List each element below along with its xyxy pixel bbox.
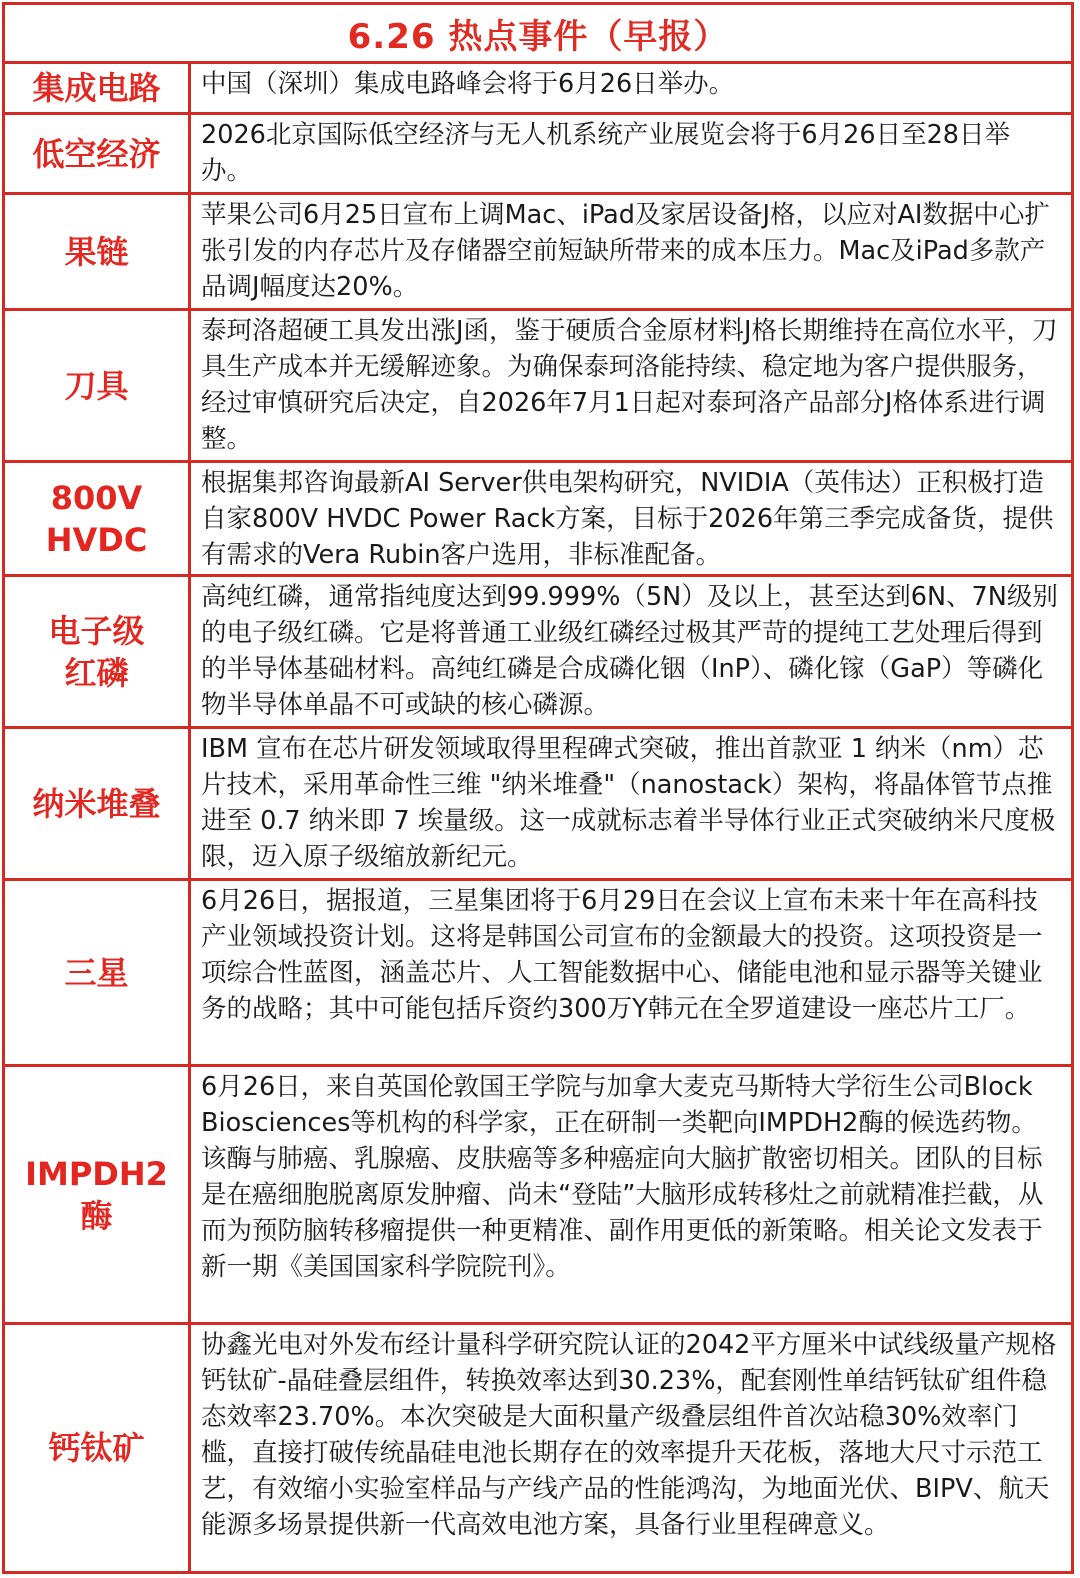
category-label: 钙钛矿 bbox=[5, 1325, 191, 1571]
page-title: 6.26 热点事件（早报） bbox=[5, 5, 1071, 64]
event-text: 泰珂洛超硬工具发出涨J函，鉴于硬质合金原材料J格长期维持在高位水平，刀具生产成本并无缓解迹象。为确保泰珂洛能持续、稳定地为客户提供服务，经过审慎研究后决定，自2026年7月1日起对泰珂洛产品部分J格体系进行调整。 bbox=[201, 316, 1058, 454]
table-row-nanostack bbox=[5, 729, 1071, 881]
event-text: 6月26日，据报道，三星集团将于6月29日在会议上宣布未来十年在高科技产业领域投资计划。这将是韩国公司宣布的金额最大的投资。这项投资是一项综合性蓝图，涵盖芯片、人工智能数据中心、储能电池和显示器等关键业务的战略；其中可能包括斥资约300万Y韩元在全罗道建设一座芯片工厂。 bbox=[201, 886, 1043, 1024]
table-row-cutting-tools bbox=[5, 311, 1071, 463]
event-text: 6月26日，来自英国伦敦国王学院与加拿大麦克马斯特大学衍生公司Block Biosciences等机构的科学家，正在研制一类靶向IMPDH2酶的候选药物。该酶与肺癌、乳腺癌、皮肤癌等多种癌症向大脑扩散密切相关。团队的目标是在癌细胞脱离原发肿瘤、尚未“登陆”大脑形成转移灶之前就精准拦截，从而为预防脑转移瘤提供一种更精准、副作用更低的新策略。相关论文发表于新一期《美国国家科学院院刊》。 bbox=[201, 1072, 1044, 1282]
event-text: 中国（深圳）集成电路峰会将于6月26日举办。 bbox=[201, 69, 735, 99]
table-row-impdh2 bbox=[5, 1067, 1071, 1325]
category-label: 刀具 bbox=[5, 311, 191, 460]
category-label: 电子级 红磷 bbox=[5, 577, 191, 726]
table-row-low-altitude bbox=[5, 115, 1071, 195]
event-text: 2026北京国际低空经济与无人机系统产业展览会将于6月26日至28日举办。 bbox=[201, 120, 1011, 186]
table-row-hvdc bbox=[5, 463, 1071, 577]
table-row-apple-chain bbox=[5, 195, 1071, 311]
category-label: IMPDH2 酶 bbox=[5, 1067, 191, 1322]
news-table bbox=[2, 2, 1074, 1574]
event-text: 高纯红磷，通常指纯度达到99.999%（5N）及以上，甚至达到6N、7N级别的电子级红磷。它是将普通工业级红磷经过极其严苛的提纯工艺处理后得到的半导体基础材料。高纯红磷是合成磷化铟（InP）、磷化镓（GaP）等磷化物半导体单晶不可或缺的核心磷源。 bbox=[201, 582, 1058, 720]
category-label: 果链 bbox=[5, 195, 191, 308]
event-text: 根据集邦咨询最新AI Server供电架构研究，NVIDIA（英伟达）正积极打造自家800V HVDC Power Rack方案，目标于2026年第三季完成备货，提供有需求的Vera Rubin客户选用，非标准配备。 bbox=[201, 468, 1054, 570]
event-text: 协鑫光电对外发布经计量科学研究院认证的2042平方厘米中试线级量产规格钙钛矿-晶硅叠层组件，转换效率达到30.23%，配套刚性单结钙钛矿组件稳态效率23.70%。本次突破是大面积量产级叠层组件首次站稳30%效率门槛，直接打破传统晶硅电池长期存在的效率提升天花板，落地大尺寸示范工艺，有效缩小实验室样品与产线产品的性能鸿沟，为地面光伏、BIPV、航天能源多场景提供新一代高效电池方案，具备行业里程碑意义。 bbox=[201, 1330, 1057, 1540]
category-label: 低空经济 bbox=[5, 115, 191, 192]
table-row-samsung bbox=[5, 881, 1071, 1067]
category-label: 800V HVDC bbox=[5, 463, 191, 574]
category-label: 集成电路 bbox=[5, 64, 191, 112]
event-text: 苹果公司6月25日宣布上调Mac、iPad及家居设备J格，以应对AI数据中心扩张引发的内存芯片及存储器空前短缺所带来的成本压力。Mac及iPad多款产品调J幅度达20%。 bbox=[201, 200, 1050, 302]
event-text: IBM 宣布在芯片研发领域取得里程碑式突破，推出首款亚 1 纳米（nm）芯片技术，采用革命性三维 "纳米堆叠"（nanostack）架构，将晶体管节点推进至 0.7 纳米即 7 埃量级。这一成就标志着半导体行业正式突破纳米尺度极限，迈入原子级缩放新纪元。 bbox=[201, 734, 1056, 872]
table-row-ic bbox=[5, 64, 1071, 115]
category-label: 纳米堆叠 bbox=[5, 729, 191, 878]
table-row-perovskite bbox=[5, 1325, 1071, 1571]
category-label: 三星 bbox=[5, 881, 191, 1064]
table-row-red-phosphorus bbox=[5, 577, 1071, 729]
